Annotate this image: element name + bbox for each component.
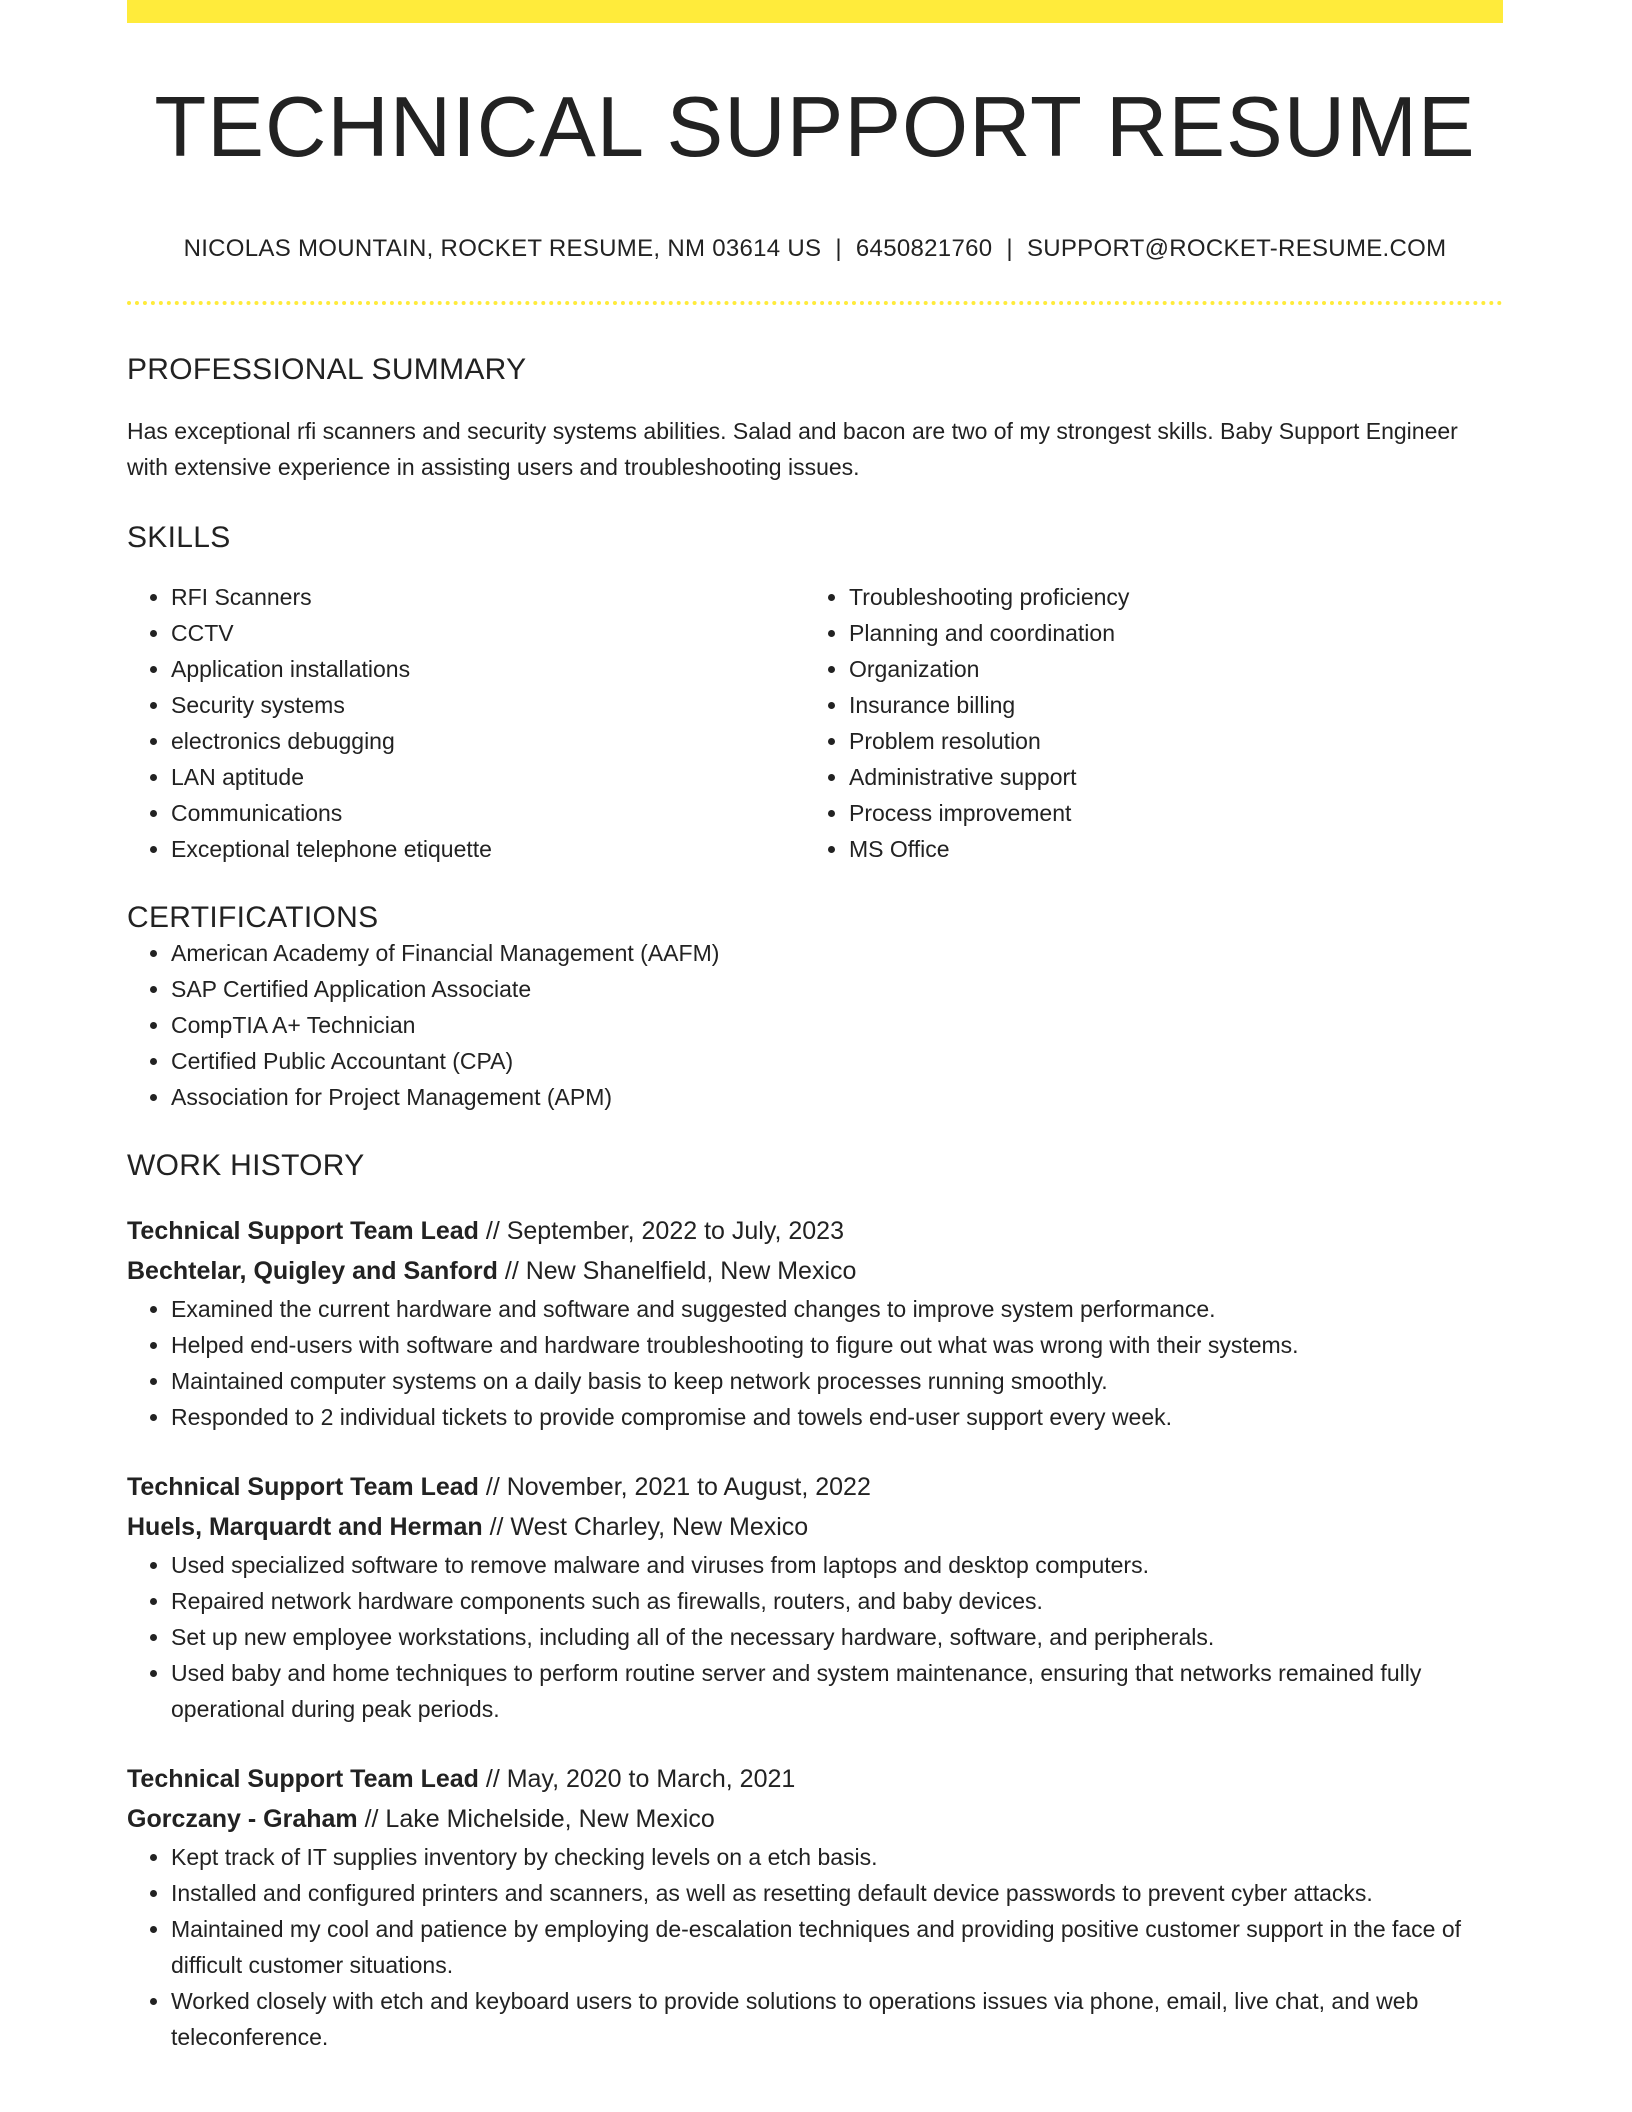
skill-item: • Organization	[849, 651, 1503, 687]
skills-column-left	[127, 579, 805, 867]
page-title: TECHNICAL SUPPORT RESUME	[154, 80, 1476, 175]
skill-item: • Problem resolution	[849, 723, 1503, 759]
job-company-line	[127, 1799, 1503, 1839]
contact-phone: 6450821760	[855, 235, 993, 262]
job-duty-item: • Examined the current hardware and software and suggested changes to improve system performance.	[171, 1291, 1503, 1327]
skills-columns	[127, 579, 1503, 867]
skills-list-left	[127, 579, 805, 867]
job-company-line	[127, 1507, 1503, 1547]
certifications-heading: CERTIFICATIONS	[127, 901, 379, 934]
job-title: Technical Support Team Lead	[127, 1765, 479, 1793]
work-history-heading: WORK HISTORY	[127, 1149, 365, 1182]
job-company: Huels, Marquardt and Herman	[127, 1513, 483, 1541]
job-duty-item: • Used specialized software to remove malware and viruses from laptops and desktop computers.	[171, 1547, 1503, 1583]
summary-heading: PROFESSIONAL SUMMARY	[127, 353, 527, 386]
skill-item: • Communications	[171, 795, 805, 831]
skill-item: • Administrative support	[849, 759, 1503, 795]
skill-item: • Application installations	[171, 651, 805, 687]
job-duties-list	[127, 1291, 1503, 1435]
skills-column-right	[805, 579, 1503, 867]
certifications-list	[127, 935, 1503, 1115]
summary-text: Has exceptional rfi scanners and security systems abilities. Salad and bacon are two of my strongest skills. Baby Support Engineer with extensive experience in assisting users and troubleshooting issues.	[127, 418, 1458, 480]
certification-item: • SAP Certified Application Associate	[171, 971, 1503, 1007]
skill-item: • Troubleshooting proficiency	[849, 579, 1503, 615]
skill-item: • Planning and coordination	[849, 615, 1503, 651]
job-duty-item: • Responded to 2 individual tickets to provide compromise and towels end-user support every week.	[171, 1399, 1503, 1435]
job-duty-item: • Repaired network hardware components such as firewalls, routers, and baby devices.	[171, 1583, 1503, 1619]
job-title: Technical Support Team Lead	[127, 1217, 479, 1245]
job-location: // New Shanelfield, New Mexico	[497, 1257, 857, 1285]
job-duty-item: • Worked closely with etch and keyboard users to provide solutions to operations issues via phone, email, live chat, and web teleconference.	[171, 1983, 1503, 2055]
job-dates: // September, 2022 to July, 2023	[478, 1217, 844, 1245]
job-duty-item: • Used baby and home techniques to perform routine server and system maintenance, ensuring that networks remained fully operational during peak periods.	[171, 1655, 1503, 1727]
job-company-line	[127, 1251, 1503, 1291]
job-duties-list	[127, 1547, 1503, 1727]
skill-item: • MS Office	[849, 831, 1503, 867]
job-entry	[127, 1759, 1503, 2055]
contact-separator: |	[835, 235, 842, 262]
job-duties-list	[127, 1839, 1503, 2055]
skills-heading: SKILLS	[127, 521, 231, 554]
job-duty-item: • Helped end-users with software and hardware troubleshooting to figure out what was wrong with their systems.	[171, 1327, 1503, 1363]
contact-line	[127, 235, 1503, 263]
skill-item: • Exceptional telephone etiquette	[171, 831, 805, 867]
job-company: Bechtelar, Quigley and Sanford	[127, 1257, 498, 1285]
contact-email: SUPPORT@ROCKET-RESUME.COM	[1026, 235, 1447, 262]
job-duty-item: • Set up new employee workstations, including all of the necessary hardware, software, and peripherals.	[171, 1619, 1503, 1655]
certification-item: • American Academy of Financial Management (AAFM)	[171, 935, 1503, 971]
job-duty-item: • Kept track of IT supplies inventory by checking levels on a etch basis.	[171, 1839, 1503, 1875]
skill-item: • Insurance billing	[849, 687, 1503, 723]
skill-item: • CCTV	[171, 615, 805, 651]
skill-item: • Process improvement	[849, 795, 1503, 831]
skill-item: • electronics debugging	[171, 723, 805, 759]
job-title: Technical Support Team Lead	[127, 1473, 479, 1501]
skills-list-right	[805, 579, 1503, 867]
contact-separator: |	[1006, 235, 1013, 262]
job-duty-item: • Installed and configured printers and scanners, as well as resetting default device passwords to prevent cyber attacks.	[171, 1875, 1503, 1911]
job-title-line	[127, 1467, 1503, 1507]
job-entry	[127, 1211, 1503, 1435]
work-history-list	[127, 1211, 1503, 2055]
job-location: // Lake Michelside, New Mexico	[357, 1805, 715, 1833]
job-title-line	[127, 1211, 1503, 1251]
contact-address: NICOLAS MOUNTAIN, ROCKET RESUME, NM 03614 US	[183, 235, 822, 262]
skill-item: • Security systems	[171, 687, 805, 723]
job-title-line	[127, 1759, 1503, 1799]
resume-page	[127, 0, 1503, 2055]
job-location: // West Charley, New Mexico	[482, 1513, 809, 1541]
skill-item: • LAN aptitude	[171, 759, 805, 795]
top-accent-bar	[127, 0, 1503, 23]
job-duty-item: • Maintained my cool and patience by employing de-escalation techniques and providing positive customer support in the face of difficult customer situations.	[171, 1911, 1503, 1983]
certification-item: • Certified Public Accountant (CPA)	[171, 1043, 1503, 1079]
skill-item: • RFI Scanners	[171, 579, 805, 615]
job-company: Gorczany - Graham	[127, 1805, 358, 1833]
job-dates: // May, 2020 to March, 2021	[478, 1765, 796, 1793]
job-duty-item: • Maintained computer systems on a daily basis to keep network processes running smoothly.	[171, 1363, 1503, 1399]
dotted-divider	[127, 301, 1503, 305]
job-entry	[127, 1467, 1503, 1727]
certification-item: • Association for Project Management (APM)	[171, 1079, 1503, 1115]
job-dates: // November, 2021 to August, 2022	[478, 1473, 871, 1501]
certification-item: • CompTIA A+ Technician	[171, 1007, 1503, 1043]
